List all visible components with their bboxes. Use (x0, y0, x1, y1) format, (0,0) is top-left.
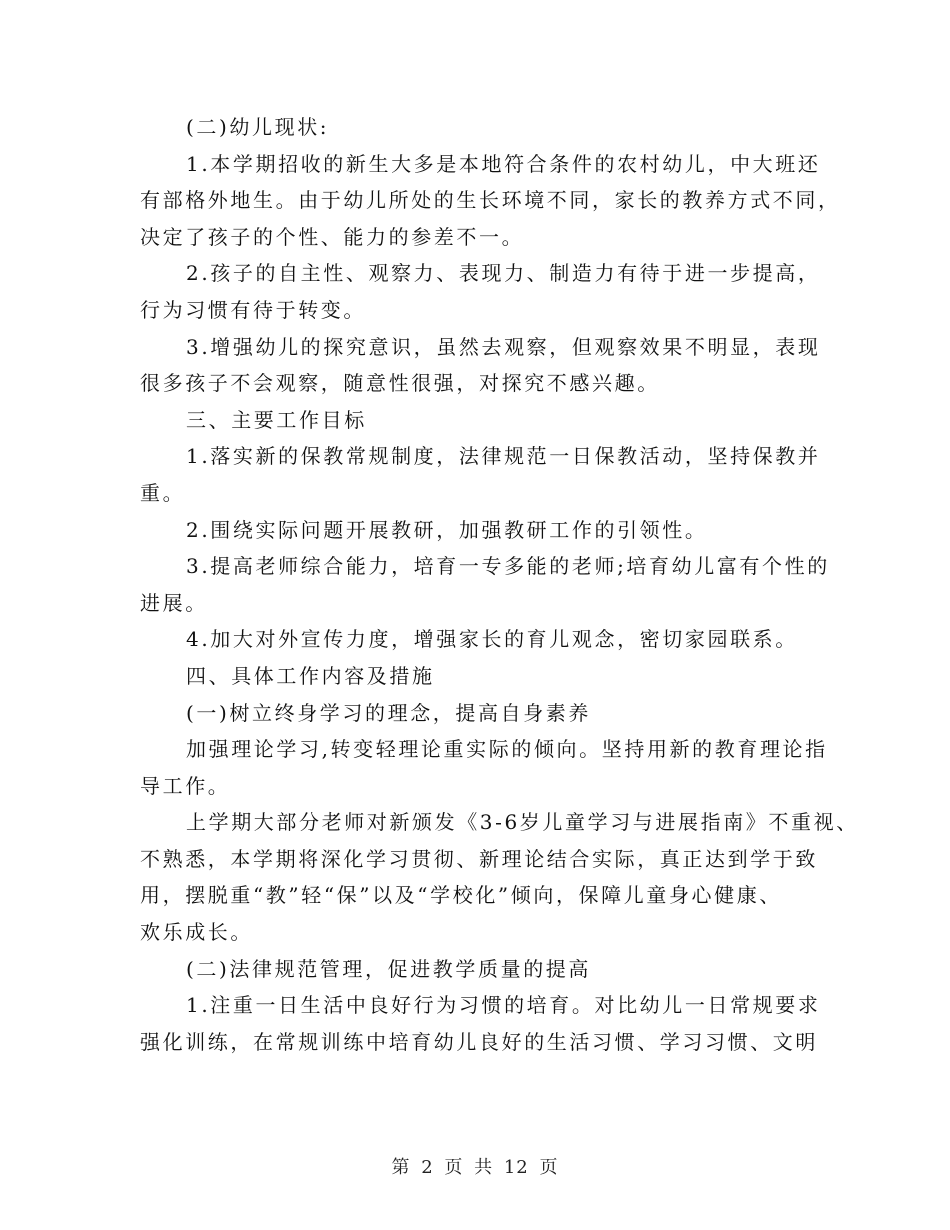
paragraph-line: 3.增强幼儿的探究意识，虽然去观察，但观察效果不明显，表现 (186, 334, 821, 359)
paragraph-line: 2.围绕实际问题开展教研，加强教研工作的引领性。 (186, 517, 708, 542)
paragraph-line: 加强理论学习,转变轻理论重实际的倾向。坚持用新的教育理论指 (186, 737, 828, 762)
paragraph-line: 1.注重一日生活中良好行为习惯的培育。对比幼儿一日常规要求 (186, 993, 821, 1018)
paragraph-line: 1.落实新的保教常规制度，法律规范一日保教活动，坚持保教并 (186, 444, 821, 469)
paragraph-line: 导工作。 (140, 773, 231, 798)
paragraph-line: (二)法律规范管理，促进教学质量的提高 (186, 956, 592, 981)
page-number-footer: 第 2 页 共 12 页 (391, 1157, 559, 1178)
paragraph-line: 3.提高老师综合能力，培育一专多能的老师;培育幼儿富有个性的 (186, 554, 830, 579)
paragraph-line: 不熟悉，本学期将深化学习贯彻、新理论结合实际，真正达到学于致 (140, 846, 818, 871)
paragraph-line: (二)幼儿现状: (186, 115, 330, 139)
paragraph-line: 有部格外地生。由于幼儿所处的生长环境不同，家长的教养方式不同， (140, 188, 841, 213)
paragraph-line: 进展。 (140, 590, 208, 615)
document-body (140, 109, 859, 1060)
paragraph-line: 2.孩子的自主性、观察力、表现力、制造力有待于进一步提高， (186, 261, 821, 286)
paragraph-line: 用，摆脱重“教”轻“保”以及“学校化”倾向，保障儿童身心健康、 (140, 883, 782, 908)
paragraph-line: (一)树立终身学习的理念，提高自身素养 (186, 700, 592, 725)
paragraph-line: 重。 (140, 480, 186, 505)
paragraph-line: 上学期大部分老师对新颁发《3-6岁儿童学习与进展指南》不重视、 (186, 810, 859, 835)
paragraph-line: 三、主要工作目标 (186, 407, 367, 432)
paragraph-line: 强化训练，在常规训练中培育幼儿良好的生活习惯、学习习惯、文明 (140, 1029, 818, 1054)
paragraph-line: 决定了孩子的个性、能力的参差不一。 (140, 224, 525, 249)
paragraph-line: 四、具体工作内容及措施 (186, 663, 435, 688)
paragraph-line: 欢乐成长。 (140, 920, 253, 945)
paragraph-line: 4.加大对外宣传力度，增强家长的育儿观念，密切家园联系。 (186, 627, 798, 652)
paragraph-line: 很多孩子不会观察，随意性很强，对探究不感兴趣。 (140, 371, 660, 396)
paragraph-line: 1.本学期招收的新生大多是本地符合条件的农村幼儿，中大班还 (186, 151, 821, 176)
paragraph-line: 行为习惯有待于转变。 (140, 297, 366, 322)
